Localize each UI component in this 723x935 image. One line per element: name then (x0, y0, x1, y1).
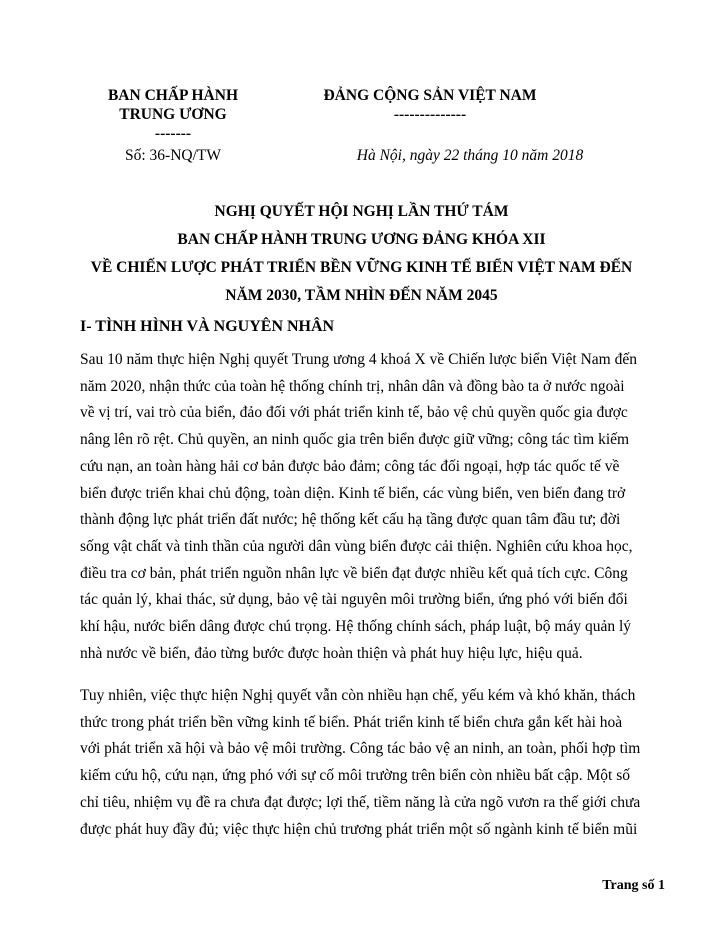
title-line: VỀ CHIẾN LƯỢC PHÁT TRIỂN BỀN VỮNG KINH TẾ BIỂN VIỆT NAM ĐẾN (90, 259, 633, 276)
paragraph-line: nâng lên rõ rệt. Chủ quyền, an ninh quốc gia trên biển được giữ vững; công tác tìm kiếm (80, 431, 630, 449)
party-header (310, 86, 550, 124)
body-paragraph-2 (80, 683, 670, 843)
document-number: Số: 36-NQ/TW (124, 147, 221, 164)
paragraph-line: với phát triển xã hội và bảo vệ môi trường. Công tác bảo vệ an ninh, an toàn, phối hợp tìm (80, 740, 641, 758)
paragraph-line: kiếm cứu hộ, cứu nạn, ứng phó với sự cố môi trường trên biển còn nhiều bất cập. Một số (80, 767, 630, 785)
title-line: BAN CHẤP HÀNH TRUNG ƯƠNG ĐẢNG KHÓA XII (177, 231, 546, 248)
issuing-body-header (93, 86, 253, 143)
paragraph-line: sống vật chất và tinh thần của người dân vùng biển được cải thiện. Nghiên cứu khoa học, (80, 537, 633, 555)
issuing-body-divider: ------- (154, 125, 192, 142)
place-and-date: Hà Nội, ngày 22 tháng 10 năm 2018 (356, 147, 584, 164)
paragraph-line: Tuy nhiên, việc thực hiện Nghị quyết vẫn còn nhiều hạn chế, yếu kém và khó khăn, thách (80, 687, 636, 704)
title-line: NGHỊ QUYẾT HỘI NGHỊ LẦN THỨ TÁM (214, 203, 509, 220)
paragraph-line: cứu nạn, an toàn hàng hải cơ bản được bảo đảm; công tác đối ngoại, hợp tác quốc tế về (80, 457, 620, 475)
body-paragraph-1 (80, 347, 670, 667)
paragraph-line: biển được triển khai chủ động, toàn diện. Kinh tế biển, các vùng biển, ven biển đang trở (80, 484, 626, 502)
paragraph-line: Sau 10 năm thực hiện Nghị quyết Trung ương 4 khoá X về Chiến lược biển Việt Nam đến (80, 351, 637, 368)
paragraph-line: được phát huy đầy đủ; việc thực hiện chủ trương phát triển một số ngành kinh tế biển mũi (80, 820, 638, 838)
issuing-body-line-2: TRUNG ƯƠNG (119, 106, 227, 123)
paragraph-line: về vị trí, vai trò của biển, đảo đối với phát triển kinh tế, bảo vệ chủ quyền quốc gia được (80, 404, 628, 422)
paragraph-line: thành động lực phát triển đất nước; hệ thống kết cấu hạ tầng được quan tâm đầu tư; đời (80, 511, 621, 529)
party-divider: -------------- (393, 106, 467, 123)
paragraph-line: nhà nước về biển, đảo từng bước được hoàn thiện và phát huy hiệu lực, hiệu quả. (80, 644, 583, 662)
paragraph-line: chỉ tiêu, nhiệm vụ đề ra chưa đạt được; lợi thế, tiềm năng là cửa ngõ vươn ra thế giới chưa (80, 793, 641, 811)
paragraph-line: khí hậu, nước biển dâng được chú trọng. Hệ thống chính sách, pháp luật, bộ máy quản lý (80, 618, 632, 636)
paragraph-line: tác quản lý, khai thác, sử dụng, bảo vệ tài nguyên môi trường biển, ứng phó với biến đổi (80, 591, 628, 609)
party-name: ĐẢNG CỘNG SẢN VIỆT NAM (323, 87, 537, 104)
issuing-body-line-1: BAN CHẤP HÀNH (107, 87, 239, 104)
paragraph-line: năm 2020, nhận thức của toàn hệ thống chính trị, nhân dân và đồng bào ta ở nước ngoài (80, 377, 625, 395)
paragraph-line: điều tra cơ bản, phát triển nguồn nhân lực về biển đạt được nhiều kết quả tích cực. Công (80, 564, 628, 582)
section-heading: I- TÌNH HÌNH VÀ NGUYÊN NHÂN (80, 318, 335, 335)
title-line: NĂM 2030, TẦM NHÌN ĐẾN NĂM 2045 (225, 287, 498, 304)
document-title (60, 198, 663, 310)
page-number: Trang số 1 (602, 878, 665, 893)
paragraph-line: thức trong phát triển bền vững kinh tế biển. Phát triển kinh tế biển chưa gắn kết hài hoà (80, 713, 623, 731)
